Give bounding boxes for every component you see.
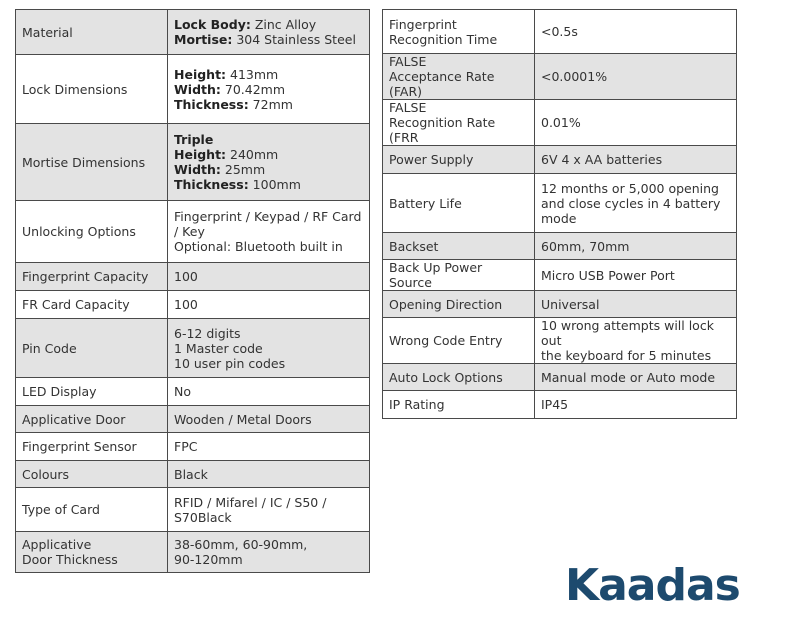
spec-value: Fingerprint / Keypad / RF Card / Key Optional: Bluetooth built in — [168, 201, 370, 263]
spec-row-backset — [383, 233, 737, 260]
spec-label: Auto Lock Options — [383, 364, 535, 391]
spec-value: 38-60mm, 60-90mm, 90-120mm — [168, 532, 370, 573]
spec-value: 100 — [168, 291, 370, 319]
spec-table-left — [15, 9, 370, 573]
spec-value: FPC — [168, 433, 370, 461]
spec-label: LED Display — [16, 378, 168, 406]
kaadas-logo: Kaadas — [565, 560, 740, 611]
spec-row-lock-dimensions — [16, 55, 370, 124]
spec-value: 12 months or 5,000 opening and close cycles in 4 battery mode — [535, 174, 737, 233]
value-key: Thickness: — [174, 177, 249, 192]
spec-value: 6V 4 x AA batteries — [535, 146, 737, 174]
spec-label: Applicative Door Thickness — [16, 532, 168, 573]
value-text: 72mm — [248, 96, 293, 112]
spec-row-far — [383, 54, 737, 100]
spec-row-frr — [383, 100, 737, 146]
value-text: 70.42mm — [220, 81, 286, 97]
spec-row-colours — [16, 461, 370, 488]
spec-row-type-of-card — [16, 488, 370, 532]
spec-value: Universal — [535, 291, 737, 318]
spec-row-opening-direction — [383, 291, 737, 318]
value-text: 100mm — [248, 177, 301, 192]
value-text: 413mm — [226, 66, 279, 82]
value-key: Triple — [174, 132, 214, 147]
spec-row-applicative-door — [16, 406, 370, 433]
spec-label: Material — [16, 10, 168, 55]
spec-value: Manual mode or Auto mode — [535, 364, 737, 391]
value-key: Width: — [174, 162, 221, 177]
spec-value: 6-12 digits 1 Master code 10 user pin codes — [168, 319, 370, 378]
spec-label: Unlocking Options — [16, 201, 168, 263]
spec-label: Pin Code — [16, 319, 168, 378]
spec-label: Back Up Power Source — [383, 260, 535, 291]
spec-value: 0.01% — [535, 100, 737, 146]
spec-row-wrong-code-entry — [383, 318, 737, 364]
spec-value: 60mm, 70mm — [535, 233, 737, 260]
spec-label: FALSE Recognition Rate (FRR — [383, 100, 535, 146]
spec-label: Fingerprint Recognition Time — [383, 10, 535, 54]
spec-label: Battery Life — [383, 174, 535, 233]
value-key: Width: — [174, 81, 221, 97]
spec-value: Wooden / Metal Doors — [168, 406, 370, 433]
spec-row-backup-power — [383, 260, 737, 291]
spec-label: Mortise Dimensions — [16, 124, 168, 201]
spec-row-door-thickness — [16, 532, 370, 573]
value-text: 240mm — [226, 147, 279, 162]
spec-label: Colours — [16, 461, 168, 488]
spec-value: <0.5s — [535, 10, 737, 54]
spec-value — [168, 124, 370, 201]
spec-row-fr-card-capacity — [16, 291, 370, 319]
spec-value: <0.0001% — [535, 54, 737, 100]
spec-row-battery-life — [383, 174, 737, 233]
spec-value: RFID / Mifarel / IC / S50 / S70Black — [168, 488, 370, 532]
value-key: Height: — [174, 147, 227, 162]
spec-row-unlocking-options — [16, 201, 370, 263]
spec-value: 10 wrong attempts will lock out the keyboard for 5 minutes — [535, 318, 737, 364]
spec-table-right — [382, 9, 737, 419]
spec-value: 100 — [168, 263, 370, 291]
spec-row-ip-rating — [383, 391, 737, 419]
spec-value: IP45 — [535, 391, 737, 419]
spec-label: Wrong Code Entry — [383, 318, 535, 364]
value-key: Lock Body: — [174, 17, 251, 32]
value-text: 25mm — [220, 162, 266, 177]
spec-label: Backset — [383, 233, 535, 260]
spec-label: Opening Direction — [383, 291, 535, 318]
spec-value: Micro USB Power Port — [535, 260, 737, 291]
spec-label: Type of Card — [16, 488, 168, 532]
value-text: 304 Stainless Steel — [232, 32, 356, 47]
spec-label: Fingerprint Capacity — [16, 263, 168, 291]
spec-label: Power Supply — [383, 146, 535, 174]
spec-row-led-display — [16, 378, 370, 406]
spec-row-auto-lock — [383, 364, 737, 391]
spec-label: Fingerprint Sensor — [16, 433, 168, 461]
spec-row-pin-code — [16, 319, 370, 378]
spec-value: Black — [168, 461, 370, 488]
spec-row-fingerprint-capacity — [16, 263, 370, 291]
value-text: Zinc Alloy — [250, 17, 317, 32]
spec-label: FR Card Capacity — [16, 291, 168, 319]
spec-label: Lock Dimensions — [16, 55, 168, 124]
spec-value — [168, 10, 370, 55]
value-key: Mortise: — [174, 32, 233, 47]
value-key: Height: — [174, 66, 227, 82]
spec-row-fingerprint-sensor — [16, 433, 370, 461]
spec-label: Applicative Door — [16, 406, 168, 433]
spec-value: No — [168, 378, 370, 406]
spec-row-mortise-dimensions — [16, 124, 370, 201]
value-key: Thickness: — [174, 96, 249, 112]
spec-label: FALSE Acceptance Rate (FAR) — [383, 54, 535, 100]
spec-row-recognition-time — [383, 10, 737, 54]
spec-row-material — [16, 10, 370, 55]
spec-row-power-supply — [383, 146, 737, 174]
spec-label: IP Rating — [383, 391, 535, 419]
spec-value — [168, 55, 370, 124]
